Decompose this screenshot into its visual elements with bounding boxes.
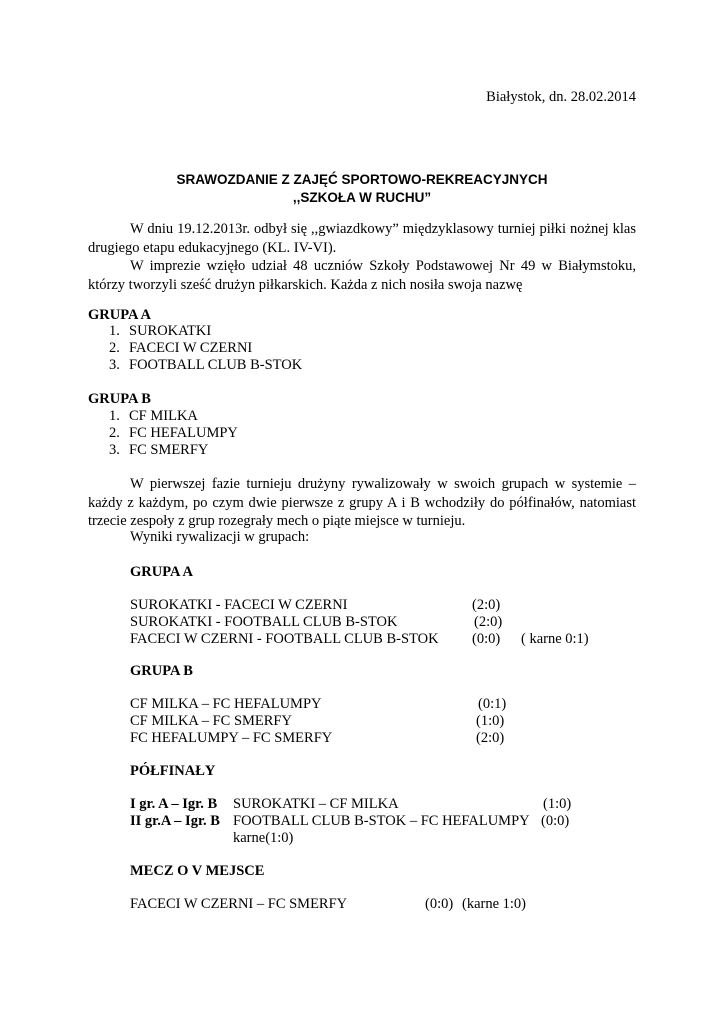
match-score: (0:1) xyxy=(478,696,507,712)
match-score: (1:0) xyxy=(476,713,505,729)
fifth-place-heading: MECZ O V MEJSCE xyxy=(130,863,265,879)
match-note: ( karne 0:1) xyxy=(521,631,589,647)
match-name: FC HEFALUMPY – FC SMERFY xyxy=(130,730,333,746)
results-b-heading: GRUPA B xyxy=(130,663,193,679)
list-item: 3. FOOTBALL CLUB B-STOK xyxy=(109,357,303,373)
semifinals-heading: PÓŁFINAŁY xyxy=(130,763,216,779)
results-intro: Wyniki rywalizacji w grupach: xyxy=(130,529,310,545)
intro-paragraph: W dniu 19.12.2013r. odbył się ,,gwiazdkowy” międzyklasowy turniej piłki nożnej klas drugiego etapu edukacyjnego (KL. IV-VI). xyxy=(88,221,636,256)
semifinal-label: II gr.A – Igr. B xyxy=(130,813,220,829)
match-score: (1:0) xyxy=(543,796,572,812)
match-score: (0:0) xyxy=(541,813,570,829)
place-date: Białystok, dn. 28.02.2014 xyxy=(486,89,636,105)
match-name: CF MILKA – FC SMERFY xyxy=(130,713,292,729)
title-line-2: ,,SZKOŁA W RUCHU” xyxy=(292,190,432,205)
group-a-heading: GRUPA A xyxy=(88,307,151,323)
match-score: (2:0) xyxy=(472,597,501,613)
intro-paragraphs xyxy=(88,220,636,294)
match-score: (0:0) xyxy=(425,896,454,912)
match-note: (karne 1:0) xyxy=(462,896,527,912)
list-item: 2. FC HEFALUMPY xyxy=(109,425,238,441)
match-name: FACECI W CZERNI – FC SMERFY xyxy=(130,896,348,912)
group-b-heading: GRUPA B xyxy=(88,391,151,407)
system-text: W pierwszej fazie turnieju drużyny rywalizowały w swoich grupach w systemie – każdy z każdym, po czym dwie pierwsze z grupy A i B wchodziły do półfinałów, natomiast trzecie zespoły z grup rozegrały mech o piąte miejsce w turnieju. xyxy=(88,476,636,529)
match-score: (2:0) xyxy=(476,730,505,746)
match-name: SUROKATKI - FACECI W CZERNI xyxy=(130,597,348,613)
match-name: SUROKATKI - FOOTBALL CLUB B-STOK xyxy=(130,614,398,630)
semifinal-label: I gr. A – Igr. B xyxy=(130,796,218,812)
match-name: CF MILKA – FC HEFALUMPY xyxy=(130,696,322,712)
intro-paragraph: W imprezie wzięło udział 48 uczniów Szkoły Podstawowej Nr 49 w Białymstoku, którzy tworzyli sześć drużyn piłkarskich. Każda z nich nosiła swoja nazwę xyxy=(88,258,636,293)
results-a-heading: GRUPA A xyxy=(130,564,193,580)
match-score: (2:0) xyxy=(474,614,503,630)
match-name: FOOTBALL CLUB B-STOK – FC HEFALUMPY xyxy=(233,813,530,829)
title-line-1: SRAWOZDANIE Z ZAJĘĆ SPORTOWO-REKREACYJNYCH xyxy=(176,172,548,187)
system-paragraph xyxy=(88,475,636,531)
list-item: 3. FC SMERFY xyxy=(109,442,209,458)
list-item: 2. FACECI W CZERNI xyxy=(109,340,253,356)
semifinal-penalties: karne(1:0) xyxy=(233,830,294,846)
match-name: SUROKATKI – CF MILKA xyxy=(233,796,399,812)
match-name: FACECI W CZERNI - FOOTBALL CLUB B-STOK xyxy=(130,631,439,647)
list-item: 1. SUROKATKI xyxy=(109,323,212,339)
match-score: (0:0) xyxy=(472,631,501,647)
list-item: 1. CF MILKA xyxy=(109,408,198,424)
